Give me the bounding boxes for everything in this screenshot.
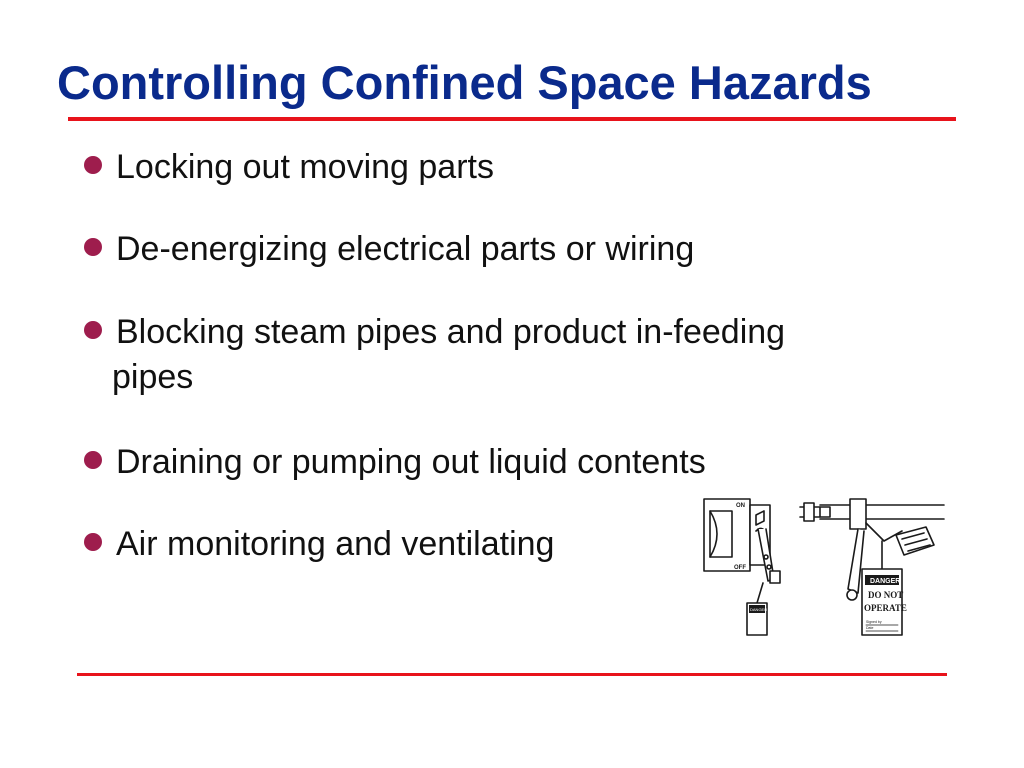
padlock xyxy=(770,571,780,583)
bullet-dot xyxy=(84,156,102,174)
operate-label: OPERATE xyxy=(864,603,907,613)
bullet-text: De-energizing electrical parts or wiring xyxy=(116,230,695,268)
bottom-rule xyxy=(77,673,947,676)
valve-handle-knob xyxy=(847,590,857,600)
danger-tag-label: DANGER xyxy=(870,578,901,585)
tag-signed-label: Signed by xyxy=(866,620,882,624)
pipe-collar xyxy=(820,507,830,517)
tag-string xyxy=(757,583,763,603)
bullet-text-continuation: pipes xyxy=(112,358,194,396)
bullet-text: Locking out moving parts xyxy=(116,148,494,186)
bullet-dot xyxy=(84,321,102,339)
do-not-label: DO NOT xyxy=(868,590,904,600)
lockout-tagout-illustration xyxy=(700,495,948,640)
small-tag-label: DANGER xyxy=(750,607,768,612)
bullet-text: Blocking steam pipes and product in-feeding xyxy=(116,313,786,351)
switch-off-label: OFF xyxy=(734,565,746,571)
bullet-text: Air monitoring and ventilating xyxy=(116,525,555,563)
valve-body xyxy=(850,499,866,529)
bullet-text: Draining or pumping out liquid contents xyxy=(116,443,706,481)
pipe xyxy=(820,505,944,519)
bullet-dot xyxy=(84,451,102,469)
slide-title: Controlling Confined Space Hazards xyxy=(57,56,872,109)
bullet-dot xyxy=(84,238,102,256)
title-underline xyxy=(68,117,956,121)
switch-box xyxy=(704,499,750,571)
bullet-dot xyxy=(84,533,102,551)
tag-date-label: Date xyxy=(866,626,874,630)
switch-on-label: ON xyxy=(736,503,745,509)
pipe-nut xyxy=(804,503,814,521)
